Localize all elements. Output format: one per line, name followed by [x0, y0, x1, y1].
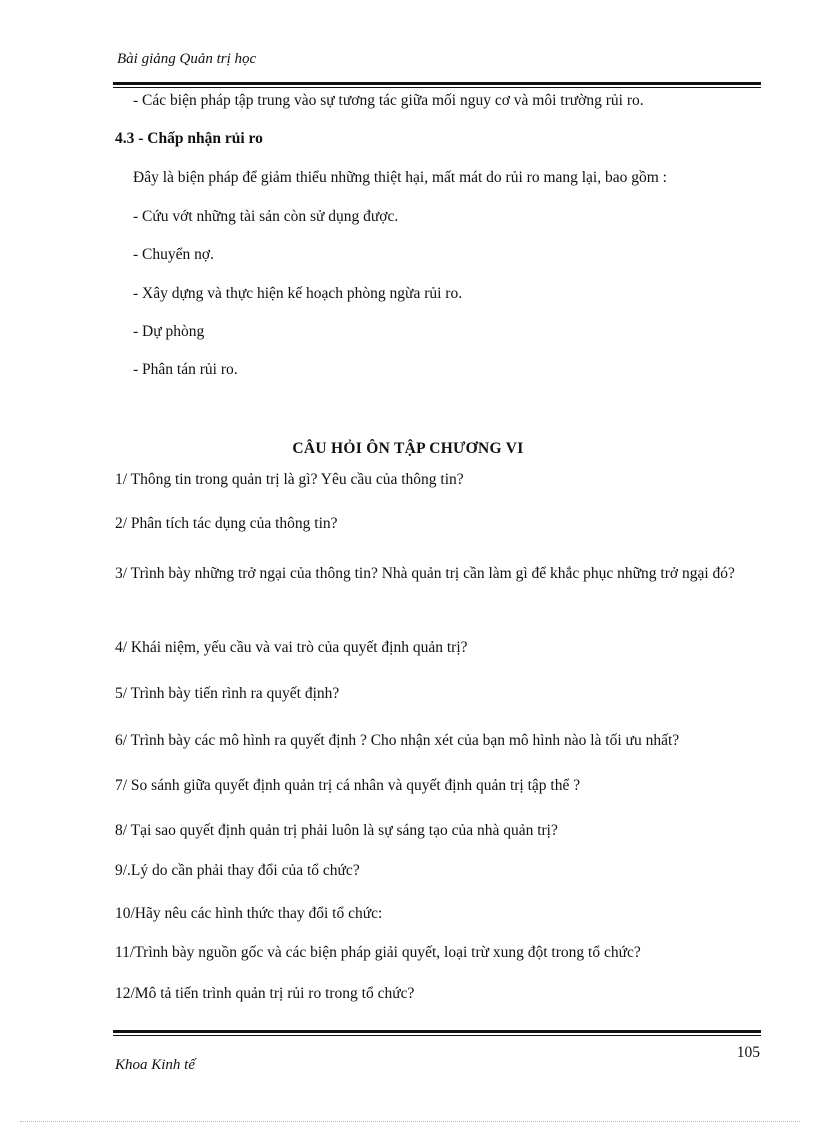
list-item: - Chuyển nợ. [133, 246, 214, 263]
review-question: 11/Trình bày nguồn gốc và các biện pháp giải quyết, loại trừ xung đột trong tổ chức? [115, 944, 641, 961]
intro-item: - Các biện pháp tập trung vào sự tương tác giữa mối nguy cơ và môi trường rủi ro. [133, 92, 644, 109]
list-item: - Cứu vớt những tài sản còn sử dụng được. [133, 208, 399, 225]
review-question: 9/.Lý do cần phải thay đổi của tổ chức? [115, 862, 360, 879]
footer-rule [113, 1030, 761, 1036]
list-item: - Xây dựng và thực hiện kế hoạch phòng ngừa rủi ro. [133, 285, 463, 302]
review-question: 2/ Phân tích tác dụng của thông tin? [115, 515, 338, 532]
section-heading: 4.3 - Chấp nhận rủi ro [115, 130, 263, 147]
section-description: Đây là biện pháp để giảm thiểu những thiệt hại, mất mát do rủi ro mang lại, bao gồm : [133, 169, 667, 186]
review-question: 4/ Khái niệm, yếu cầu và vai trò của quyết định quản trị? [115, 639, 468, 656]
review-question: 12/Mô tả tiến trình quản trị rủi ro trong tổ chức? [115, 985, 415, 1002]
list-item: - Phân tán rủi ro. [133, 361, 238, 378]
review-question: 10/Hãy nêu các hình thức thay đổi tổ chức: [115, 905, 383, 922]
review-question: 1/ Thông tin trong quản trị là gì? Yêu cầu của thông tin? [115, 471, 464, 488]
review-question: 5/ Trình bày tiến rình ra quyết định? [115, 685, 340, 702]
list-item: - Dự phòng [133, 323, 205, 340]
review-question: 3/ Trình bày những trở ngại của thông tin? Nhà quản trị cần làm gì để khắc phục những trở ngại đó? [115, 565, 735, 582]
review-question: 7/ So sánh giữa quyết định quản trị cá nhân và quyết định quản trị tập thể ? [115, 777, 581, 794]
footer-title: Khoa Kinh tế [115, 1057, 196, 1073]
page-edge-divider [20, 1121, 800, 1122]
review-question: 8/ Tại sao quyết định quản trị phải luôn là sự sáng tạo của nhà quản trị? [115, 822, 558, 839]
header-rule [113, 82, 761, 88]
page-number: 105 [736, 1044, 760, 1061]
review-title: CÂU HỎI ÔN TẬP CHƯƠNG VI [292, 440, 524, 457]
header-title: Bài giảng Quản trị học [117, 51, 257, 67]
review-question: 6/ Trình bày các mô hình ra quyết định ? Cho nhận xét của bạn mô hình nào là tối ưu nhất? [115, 732, 680, 749]
